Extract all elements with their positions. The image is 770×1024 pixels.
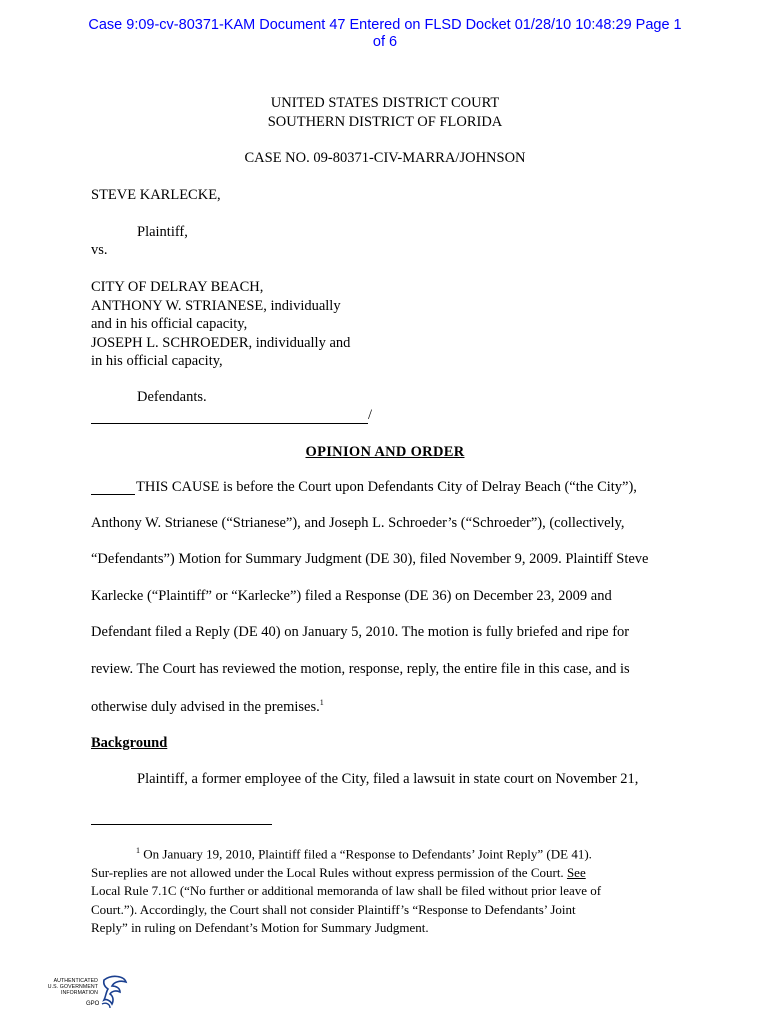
footnote <box>91 842 681 938</box>
docket-header <box>0 17 770 51</box>
court-name-line-1: UNITED STATES DISTRICT COURT <box>270 95 500 111</box>
plaintiff-role: Plaintiff, <box>137 224 188 240</box>
body-line-last <box>91 698 324 716</box>
gpo-authentication-seal <box>40 974 130 1014</box>
seal-text <box>40 978 98 996</box>
footnote-reference[interactable]: 1 <box>319 698 324 707</box>
defendants-role: Defendants. <box>137 389 207 405</box>
see-signal: See <box>566 864 586 880</box>
docket-header-line-1: Case 9:09-cv-80371-KAM Document 47 Entered on FLSD Docket 01/28/10 10:48:29 Page 1 <box>88 17 682 33</box>
seal-text-line: INFORMATION <box>60 990 98 996</box>
footnote-marker: 1 <box>136 846 140 855</box>
body-line-text: otherwise duly advised in the premises. <box>91 698 320 715</box>
defendant-line: CITY OF DELRAY BEACH, <box>91 279 264 295</box>
defendants-list <box>91 278 350 371</box>
caption-rule <box>91 423 368 424</box>
footnote-line-text: On January 19, 2010, Plaintiff filed a “Response to Defendants’ Joint Reply” (DE 41). <box>143 846 592 862</box>
defendant-line: in his official capacity, <box>91 353 223 369</box>
court-name-line-2: SOUTHERN DISTRICT OF FLORIDA <box>267 113 503 130</box>
body-line: Karlecke (“Plaintiff” or “Karlecke”) filed a Response (DE 36) on December 23, 2009 and <box>91 588 612 604</box>
footnote-line <box>91 842 681 864</box>
background-heading: Background <box>91 735 168 751</box>
document-title: OPINION AND ORDER <box>305 444 465 460</box>
defendant-line: JOSEPH L. SCHROEDER, individually and <box>91 334 351 351</box>
footnote-line <box>91 864 681 883</box>
seal-text-line: AUTHENTICATED <box>53 978 98 984</box>
defendant-line: ANTHONY W. STRIANESE, individually <box>91 297 341 314</box>
plaintiff-name: STEVE KARLECKE, <box>91 187 221 203</box>
gpo-mark: GPO <box>86 1001 100 1007</box>
eagle-icon <box>98 974 130 1014</box>
versus: vs. <box>91 242 108 258</box>
footnote-line: Court.”). Accordingly, the Court shall not consider Plaintiff’s “Response to Defendants’ Joint <box>91 901 576 917</box>
footnote-line: Reply” in ruling on Defendant’s Motion for Summary Judgment. <box>91 920 429 936</box>
body-line: review. The Court has reviewed the motion, response, reply, the entire file in this case, and is <box>91 661 630 677</box>
docket-header-line-2: of 6 <box>372 34 398 50</box>
footnote-rule <box>91 824 272 825</box>
seal-text-line: U.S. GOVERNMENT <box>47 984 98 990</box>
footnote-line-text: Sur-replies are not allowed under the Local Rules without express permission of the Court. <box>91 864 564 880</box>
body-line: “Defendants”) Motion for Summary Judgment (DE 30), filed November 9, 2009. Plaintiff Steve <box>91 551 649 567</box>
court-name <box>0 94 770 131</box>
defendant-line: and in his official capacity, <box>91 316 248 332</box>
caption-rule-end: / <box>368 407 373 423</box>
body-line: Anthony W. Strianese (“Strianese”), and Joseph L. Schroeder’s (“Schroeder”), (collectively, <box>91 515 625 531</box>
indent-rule <box>91 494 135 495</box>
body-line: Defendant filed a Reply (DE 40) on January 5, 2010. The motion is fully briefed and ripe for <box>91 624 630 640</box>
case-number: CASE NO. 09-80371-CIV-MARRA/JOHNSON <box>244 150 526 166</box>
footnote-line: Local Rule 7.1C (“No further or additional memoranda of law shall be filed without prior leave of <box>91 883 602 899</box>
body-line: THIS CAUSE is before the Court upon Defendants City of Delray Beach (“the City”), <box>136 479 637 495</box>
background-line: Plaintiff, a former employee of the City, filed a lawsuit in state court on November 21, <box>137 771 639 787</box>
